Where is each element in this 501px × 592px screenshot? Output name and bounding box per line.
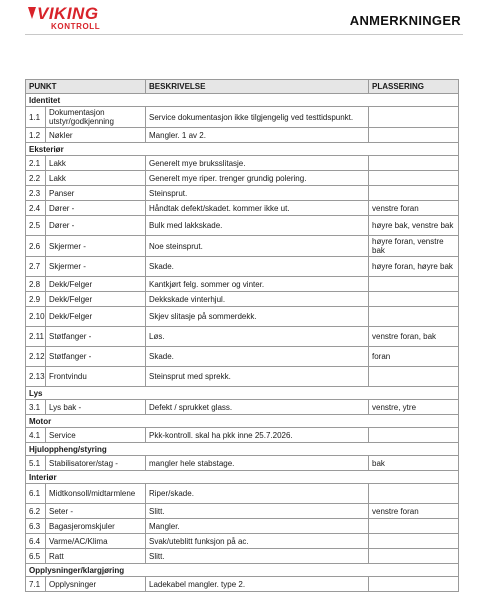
logo-wing-icon bbox=[27, 6, 37, 20]
row-description: Slitt. bbox=[146, 504, 369, 519]
row-number: 2.12 bbox=[26, 347, 46, 367]
row-point: Dører - bbox=[46, 216, 146, 236]
row-point: Varme/AC/Klima bbox=[46, 534, 146, 549]
row-description: Bulk med lakkskade. bbox=[146, 216, 369, 236]
row-point: Skjermer - bbox=[46, 257, 146, 277]
row-location: venstre foran, bak bbox=[369, 327, 459, 347]
row-number: 5.1 bbox=[26, 456, 46, 471]
row-location bbox=[369, 367, 459, 387]
row-description: Mangler. 1 av 2. bbox=[146, 128, 369, 143]
row-point: Service bbox=[46, 428, 146, 443]
row-location: høyre foran, venstre bak bbox=[369, 236, 459, 257]
report-header bbox=[0, 0, 501, 40]
section-title: Motor bbox=[26, 415, 459, 428]
section-row bbox=[26, 94, 459, 107]
column-header-point: PUNKT bbox=[26, 80, 146, 94]
row-number: 6.1 bbox=[26, 484, 46, 504]
row-description: Generelt mye bruksslitasje. bbox=[146, 156, 369, 171]
row-point: Dører - bbox=[46, 201, 146, 216]
row-location bbox=[369, 292, 459, 307]
row-point: Skjermer - bbox=[46, 236, 146, 257]
row-number: 6.5 bbox=[26, 549, 46, 564]
section-row bbox=[26, 143, 459, 156]
row-description: Mangler. bbox=[146, 519, 369, 534]
section-title: Hjuloppheng/styring bbox=[26, 443, 459, 456]
section-title: Eksteriør bbox=[26, 143, 459, 156]
row-number: 6.3 bbox=[26, 519, 46, 534]
row-point: Panser bbox=[46, 186, 146, 201]
logo-subtext: KONTROLL bbox=[51, 22, 101, 31]
table-row bbox=[26, 156, 459, 171]
row-point: Lys bak - bbox=[46, 400, 146, 415]
table-row bbox=[26, 277, 459, 292]
row-description: Riper/skade. bbox=[146, 484, 369, 504]
row-number: 2.13 bbox=[26, 367, 46, 387]
table-row bbox=[26, 534, 459, 549]
row-description: Løs. bbox=[146, 327, 369, 347]
row-location bbox=[369, 577, 459, 592]
page-title: ANMERKNINGER bbox=[349, 13, 461, 28]
section-title: Lys bbox=[26, 387, 459, 400]
row-number: 1.1 bbox=[26, 107, 46, 128]
section-row bbox=[26, 387, 459, 400]
row-point: Stabilisatorer/stag - bbox=[46, 456, 146, 471]
section-title: Opplysninger/klargjøring bbox=[26, 564, 459, 577]
row-location: høyre foran, høyre bak bbox=[369, 257, 459, 277]
section-row bbox=[26, 471, 459, 484]
row-location: venstre, ytre bbox=[369, 400, 459, 415]
row-description: Håndtak defekt/skadet. kommer ikke ut. bbox=[146, 201, 369, 216]
table-row bbox=[26, 577, 459, 592]
row-number: 2.1 bbox=[26, 156, 46, 171]
row-point: Dekk/Felger bbox=[46, 307, 146, 327]
row-point: Lakk bbox=[46, 156, 146, 171]
section-row bbox=[26, 443, 459, 456]
table-row bbox=[26, 484, 459, 504]
row-description: Kantkjørt felg. sommer og vinter. bbox=[146, 277, 369, 292]
table-row bbox=[26, 216, 459, 236]
row-point: Frontvindu bbox=[46, 367, 146, 387]
row-number: 2.6 bbox=[26, 236, 46, 257]
row-description: Generelt mye riper. trenger grundig polering. bbox=[146, 171, 369, 186]
table-row bbox=[26, 504, 459, 519]
row-number: 2.3 bbox=[26, 186, 46, 201]
viking-kontroll-logo bbox=[27, 4, 107, 34]
row-description: mangler hele stabstage. bbox=[146, 456, 369, 471]
row-point: Dekk/Felger bbox=[46, 292, 146, 307]
row-location bbox=[369, 107, 459, 128]
row-number: 2.5 bbox=[26, 216, 46, 236]
row-number: 2.2 bbox=[26, 171, 46, 186]
table-row bbox=[26, 428, 459, 443]
row-location bbox=[369, 128, 459, 143]
row-number: 6.4 bbox=[26, 534, 46, 549]
row-location: høyre bak, venstre bak bbox=[369, 216, 459, 236]
row-point: Ratt bbox=[46, 549, 146, 564]
row-number: 2.10 bbox=[26, 307, 46, 327]
row-location: bak bbox=[369, 456, 459, 471]
row-number: 2.7 bbox=[26, 257, 46, 277]
table-row bbox=[26, 519, 459, 534]
row-description: Skade. bbox=[146, 257, 369, 277]
row-point: Nøkler bbox=[46, 128, 146, 143]
row-point: Dekk/Felger bbox=[46, 277, 146, 292]
header-divider bbox=[25, 34, 463, 35]
table-row bbox=[26, 186, 459, 201]
row-number: 2.11 bbox=[26, 327, 46, 347]
column-header-location: PLASSERING bbox=[369, 80, 459, 94]
row-description: Defekt / sprukket glass. bbox=[146, 400, 369, 415]
table-row bbox=[26, 400, 459, 415]
table-row bbox=[26, 347, 459, 367]
row-location: foran bbox=[369, 347, 459, 367]
section-title: Interiør bbox=[26, 471, 459, 484]
row-point: Bagasjeromskjuler bbox=[46, 519, 146, 534]
row-location: venstre foran bbox=[369, 504, 459, 519]
table-body bbox=[26, 94, 459, 592]
row-point: Seter - bbox=[46, 504, 146, 519]
table-row bbox=[26, 107, 459, 128]
row-number: 4.1 bbox=[26, 428, 46, 443]
table-row bbox=[26, 367, 459, 387]
table-row bbox=[26, 292, 459, 307]
row-description: Slitt. bbox=[146, 549, 369, 564]
row-description: Noe steinsprut. bbox=[146, 236, 369, 257]
row-number: 1.2 bbox=[26, 128, 46, 143]
row-location bbox=[369, 519, 459, 534]
row-description: Skade. bbox=[146, 347, 369, 367]
row-description: Pkk-kontroll. skal ha pkk inne 25.7.2026. bbox=[146, 428, 369, 443]
row-description: Steinsprut. bbox=[146, 186, 369, 201]
row-description: Ladekabel mangler. type 2. bbox=[146, 577, 369, 592]
row-location bbox=[369, 428, 459, 443]
row-location bbox=[369, 307, 459, 327]
row-point: Støtfanger - bbox=[46, 347, 146, 367]
row-location bbox=[369, 549, 459, 564]
table-row bbox=[26, 257, 459, 277]
row-point: Midtkonsoll/midtarmlene bbox=[46, 484, 146, 504]
row-number: 2.4 bbox=[26, 201, 46, 216]
section-row bbox=[26, 415, 459, 428]
row-point: Dokumentasjon utstyr/godkjenning bbox=[46, 107, 146, 128]
row-number: 7.1 bbox=[26, 577, 46, 592]
table-row bbox=[26, 549, 459, 564]
row-number: 6.2 bbox=[26, 504, 46, 519]
column-header-description: BESKRIVELSE bbox=[146, 80, 369, 94]
row-description: Steinsprut med sprekk. bbox=[146, 367, 369, 387]
table-row bbox=[26, 171, 459, 186]
row-number: 2.8 bbox=[26, 277, 46, 292]
table-row bbox=[26, 236, 459, 257]
row-location bbox=[369, 534, 459, 549]
table-row bbox=[26, 201, 459, 216]
table-row bbox=[26, 307, 459, 327]
row-description: Skjev slitasje på sommerdekk. bbox=[146, 307, 369, 327]
row-description: Dekkskade vinterhjul. bbox=[146, 292, 369, 307]
section-title: Identitet bbox=[26, 94, 459, 107]
table-row bbox=[26, 327, 459, 347]
table-row bbox=[26, 456, 459, 471]
row-description: Svak/uteblitt funksjon på ac. bbox=[146, 534, 369, 549]
row-location bbox=[369, 484, 459, 504]
logo-wordmark: VIKING bbox=[37, 4, 99, 23]
row-point: Lakk bbox=[46, 171, 146, 186]
row-location bbox=[369, 186, 459, 201]
table-header-row bbox=[26, 80, 459, 94]
row-location: venstre foran bbox=[369, 201, 459, 216]
remarks-table bbox=[25, 79, 459, 592]
row-point: Støtfanger - bbox=[46, 327, 146, 347]
row-number: 2.9 bbox=[26, 292, 46, 307]
row-number: 3.1 bbox=[26, 400, 46, 415]
row-location bbox=[369, 277, 459, 292]
row-point: Opplysninger bbox=[46, 577, 146, 592]
row-location bbox=[369, 156, 459, 171]
table-row bbox=[26, 128, 459, 143]
row-location bbox=[369, 171, 459, 186]
row-description: Service dokumentasjon ikke tilgjengelig ved testtidspunkt. bbox=[146, 107, 369, 128]
